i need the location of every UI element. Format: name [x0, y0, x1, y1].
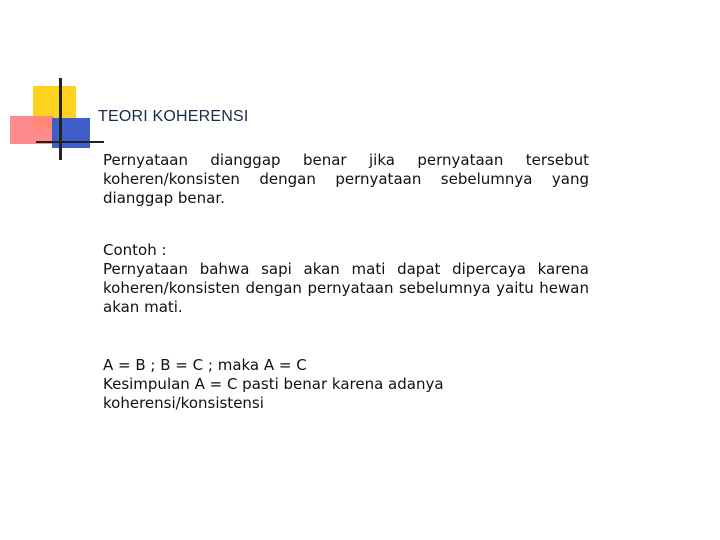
decor-red-square — [10, 116, 54, 144]
example-label: Contoh : — [103, 241, 167, 259]
definition-paragraph: Pernyataan dianggap benar jika pernyataan tersebut koheren/konsisten dengan pernyataan sebelumnya yang dianggap benar. — [103, 151, 589, 207]
decor-blue-square — [52, 118, 90, 148]
conclusion-line-2: koherensi/konsistensi — [103, 394, 264, 412]
formula-block — [103, 356, 589, 413]
example-block — [103, 241, 589, 317]
slide-title: TEORI KOHERENSI — [98, 108, 249, 125]
formula-text: A = B ; B = C ; maka A = C — [103, 356, 307, 374]
conclusion-line-1: Kesimpulan A = C pasti benar karena adanya — [103, 375, 444, 393]
decor-horizontal-line — [36, 141, 104, 143]
decor-vertical-line — [59, 78, 62, 160]
example-paragraph: Pernyataan bahwa sapi akan mati dapat dipercaya karena koheren/konsisten dengan pernyataan sebelumnya yaitu hewan akan mati. — [103, 260, 589, 316]
